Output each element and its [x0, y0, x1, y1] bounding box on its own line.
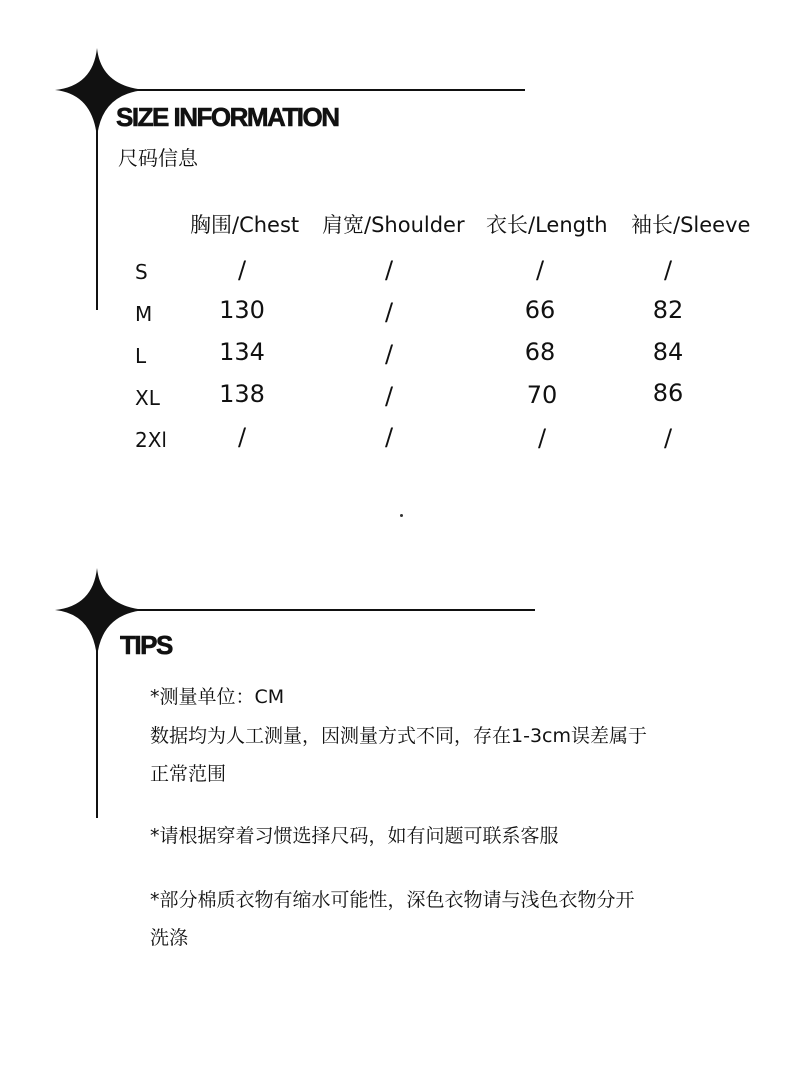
column-header-sleeve: 袖长/Sleeve [631, 213, 751, 237]
column-header-length: 衣长/Length [486, 213, 608, 237]
tip-line: 正常范围 [150, 763, 227, 785]
table-cell: / [237, 256, 247, 284]
table-cell: 70 [526, 381, 558, 409]
tips-title: TIPS [120, 630, 172, 660]
table-cell: 84 [652, 338, 684, 366]
section-vertical-line [96, 120, 98, 310]
tip-line: 洗涤 [150, 927, 189, 949]
table-cell: 134 [219, 338, 265, 366]
table-cell: / [537, 424, 547, 452]
table-cell: 66 [524, 296, 556, 324]
tip-line: *请根据穿着习惯选择尺码，如有问题可联系客服 [150, 825, 559, 847]
table-cell: / [535, 256, 545, 284]
tip-line: *测量单位：CM [150, 686, 285, 708]
section-divider-line [120, 89, 525, 91]
table-cell: 86 [652, 379, 684, 407]
table-cell: / [384, 340, 394, 368]
size-label-s: S [135, 260, 148, 284]
table-cell: / [237, 423, 247, 451]
table-cell: / [384, 298, 394, 326]
table-cell: 68 [524, 338, 556, 366]
table-cell: / [384, 423, 394, 451]
tip-line: *部分棉质衣物有缩水可能性，深色衣物请与浅色衣物分开 [150, 889, 635, 911]
table-cell: / [384, 382, 394, 410]
table-cell: 130 [219, 296, 265, 324]
table-cell: 82 [652, 296, 684, 324]
table-cell: 138 [219, 380, 265, 408]
column-header-shoulder: 肩宽/Shoulder [322, 213, 465, 237]
size-info-subtitle: 尺码信息 [118, 146, 198, 170]
table-cell: / [384, 256, 394, 284]
decorative-dot [400, 514, 403, 517]
size-label-2xl: 2Xl [135, 428, 167, 452]
section-divider-line [120, 609, 535, 611]
size-info-title: SIZE INFORMATION [116, 102, 339, 132]
size-label-m: M [135, 302, 153, 326]
column-header-chest: 胸围/Chest [190, 213, 300, 237]
size-label-l: L [135, 344, 147, 368]
tip-line: 数据均为人工测量，因测量方式不同，存在1-3cm误差属于 [150, 725, 647, 747]
table-cell: / [663, 256, 673, 284]
table-cell: / [663, 424, 673, 452]
size-label-xl: XL [135, 386, 160, 410]
section-vertical-line [96, 640, 98, 818]
